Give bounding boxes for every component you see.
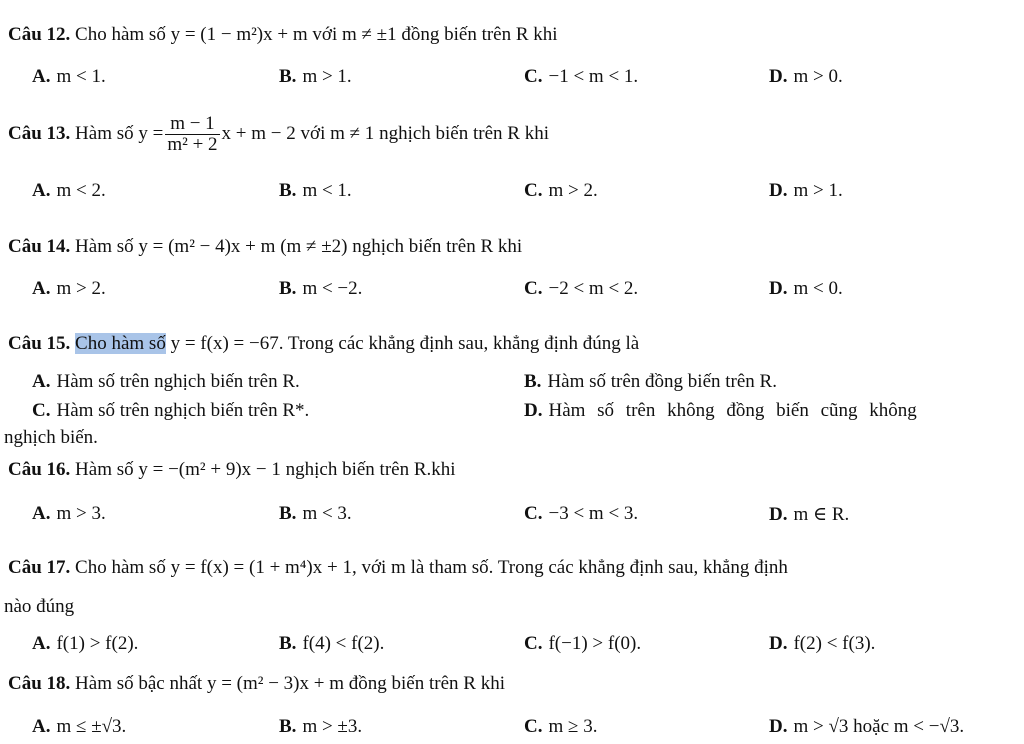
question-16-stem: [8, 459, 456, 481]
option-text: m < −2.: [302, 278, 363, 299]
option-text: Hàm số trên không đồng biến cũng không: [548, 400, 917, 421]
option-letter: B.: [279, 278, 297, 299]
option-c: [524, 278, 638, 300]
option-text: −1 < m < 1.: [548, 66, 639, 87]
formula-tail: x + m − 2: [221, 122, 296, 144]
option-letter: C.: [524, 66, 543, 87]
option-text: m > 0.: [793, 66, 843, 87]
option-text: m ∈ R.: [793, 504, 850, 525]
option-b: [279, 633, 384, 655]
question-18-stem: [8, 673, 505, 695]
option-text: m > 1.: [302, 66, 352, 87]
highlighted-text: Cho hàm số: [75, 333, 166, 354]
option-letter: B.: [279, 716, 297, 737]
option-a: [32, 180, 106, 202]
option-text: Hàm số trên đồng biến trên R.: [547, 371, 777, 392]
option-letter: A.: [32, 503, 51, 524]
option-letter: B.: [279, 633, 297, 654]
option-letter: C.: [32, 400, 51, 421]
option-text: f(1) > f(2).: [56, 633, 139, 654]
option-text: m < 2.: [56, 180, 106, 201]
question-label: Câu 13.: [8, 122, 71, 144]
stem-text: nghịch biến trên R khi: [379, 122, 549, 144]
formula: y = f(x) = (1 + m⁴)x + 1: [170, 557, 352, 578]
stem-text: với: [300, 122, 326, 144]
option-b: [279, 503, 352, 525]
option-b: [279, 278, 362, 300]
option-letter: C.: [524, 278, 543, 299]
option-text: m > 2.: [56, 278, 106, 299]
formula-lhs: y =: [138, 122, 164, 144]
option-d: [769, 716, 964, 738]
option-b: [524, 371, 777, 393]
option-c: [32, 400, 309, 422]
option-text: −3 < m < 3.: [548, 503, 639, 524]
option-letter: D.: [769, 504, 788, 525]
question-label: Câu 12.: [8, 24, 71, 45]
stem-text: nghịch biến trên R khi: [352, 236, 523, 257]
option-a: [32, 503, 106, 525]
stem-text: với: [312, 24, 338, 45]
option-letter: A.: [32, 716, 51, 737]
option-d: [769, 503, 849, 526]
stem-text: đồng biến trên R khi: [401, 24, 558, 45]
option-letter: C.: [524, 180, 543, 201]
option-text: m ≤ ±√3.: [56, 716, 127, 737]
question-label: Câu 18.: [8, 673, 71, 694]
option-text: f(−1) > f(0).: [548, 633, 642, 654]
question-17-stem: [8, 557, 788, 579]
option-letter: C.: [524, 633, 543, 654]
fraction: [165, 114, 219, 155]
formula: y = (m² − 3)x + m: [206, 673, 345, 694]
option-c: [524, 180, 598, 202]
option-text: m < 1.: [56, 66, 106, 87]
option-text: −2 < m < 2.: [548, 278, 639, 299]
question-13-stem: [8, 114, 549, 155]
option-b: [279, 716, 362, 738]
option-letter: B.: [279, 503, 297, 524]
option-d-continuation: nghịch biến.: [4, 427, 98, 448]
option-letter: D.: [769, 716, 788, 737]
option-text: f(2) < f(3).: [793, 633, 876, 654]
option-letter: D.: [769, 66, 788, 87]
option-letter: B.: [524, 371, 542, 392]
stem-text: Hàm số bậc nhất: [75, 673, 203, 694]
option-letter: B.: [279, 66, 297, 87]
option-b: [279, 66, 352, 88]
denominator: m² + 2: [167, 133, 218, 155]
option-d: [769, 66, 843, 88]
option-text: m > √3 hoặc m < −√3.: [793, 716, 965, 737]
formula: y = (1 − m²)x + m: [170, 24, 308, 45]
question-12-stem: [8, 24, 558, 46]
option-letter: A.: [32, 633, 51, 654]
option-letter: D.: [524, 400, 543, 421]
option-text: m < 1.: [302, 180, 352, 201]
option-text: Hàm số trên nghịch biến trên R.: [56, 371, 300, 392]
stem-text: Hàm số: [75, 122, 134, 144]
option-d: [769, 180, 843, 202]
option-c: [524, 503, 638, 525]
stem-text: , với m là tham số. Trong các khẳng định sau, khẳng định: [351, 557, 788, 578]
option-a: [32, 716, 126, 738]
stem-text: đồng biến trên R khi: [348, 673, 505, 694]
option-text: m ≥ 3.: [548, 716, 598, 737]
numerator: m − 1: [165, 114, 219, 135]
condition: (m ≠ ±2): [280, 236, 348, 257]
question-label: Câu 14.: [8, 236, 71, 257]
option-letter: A.: [32, 278, 51, 299]
option-text: Hàm số trên nghịch biến trên R*.: [56, 400, 310, 421]
option-a: [32, 371, 300, 393]
condition: m ≠ 1: [330, 122, 375, 144]
option-c: [524, 633, 641, 655]
option-text: m > 1.: [793, 180, 843, 201]
option-text: m > ±3.: [302, 716, 363, 737]
option-letter: A.: [32, 66, 51, 87]
stem-text: Cho hàm số: [75, 24, 166, 45]
option-a: [32, 278, 106, 300]
question-15-stem: [8, 333, 639, 355]
option-c: [524, 66, 638, 88]
stem-text: . Trong các khẳng định sau, khẳng định đúng là: [278, 333, 640, 354]
question-label: Câu 17.: [8, 557, 71, 578]
option-text: m > 2.: [548, 180, 598, 201]
question-14-stem: [8, 236, 522, 258]
option-text: m < 0.: [793, 278, 843, 299]
option-letter: D.: [769, 633, 788, 654]
option-a: [32, 66, 106, 88]
option-letter: B.: [279, 180, 297, 201]
stem-text: Cho hàm số: [75, 557, 166, 578]
option-letter: D.: [769, 278, 788, 299]
stem-text: Hàm số: [75, 459, 134, 480]
option-d: [769, 633, 875, 655]
stem-text: Hàm số: [75, 236, 134, 257]
option-letter: A.: [32, 371, 51, 392]
option-b: [279, 180, 352, 202]
question-label: Câu 16.: [8, 459, 71, 480]
option-text: m > 3.: [56, 503, 106, 524]
option-d: [524, 400, 917, 422]
option-letter: C.: [524, 503, 543, 524]
option-text: m < 3.: [302, 503, 352, 524]
option-d: [769, 278, 843, 300]
option-text: f(4) < f(2).: [302, 633, 385, 654]
stem-continuation: nào đúng: [4, 596, 75, 617]
option-c: [524, 716, 597, 738]
stem-text: nghịch biến trên R.khi: [285, 459, 456, 480]
option-letter: C.: [524, 716, 543, 737]
formula: y = f(x) = −67: [170, 333, 279, 354]
option-letter: A.: [32, 180, 51, 201]
condition: m ≠ ±1: [341, 24, 397, 45]
formula: y = −(m² + 9)x − 1: [138, 459, 281, 480]
formula: y = (m² − 4)x + m: [138, 236, 276, 257]
option-a: [32, 633, 138, 655]
option-letter: D.: [769, 180, 788, 201]
question-label: Câu 15.: [8, 333, 71, 354]
